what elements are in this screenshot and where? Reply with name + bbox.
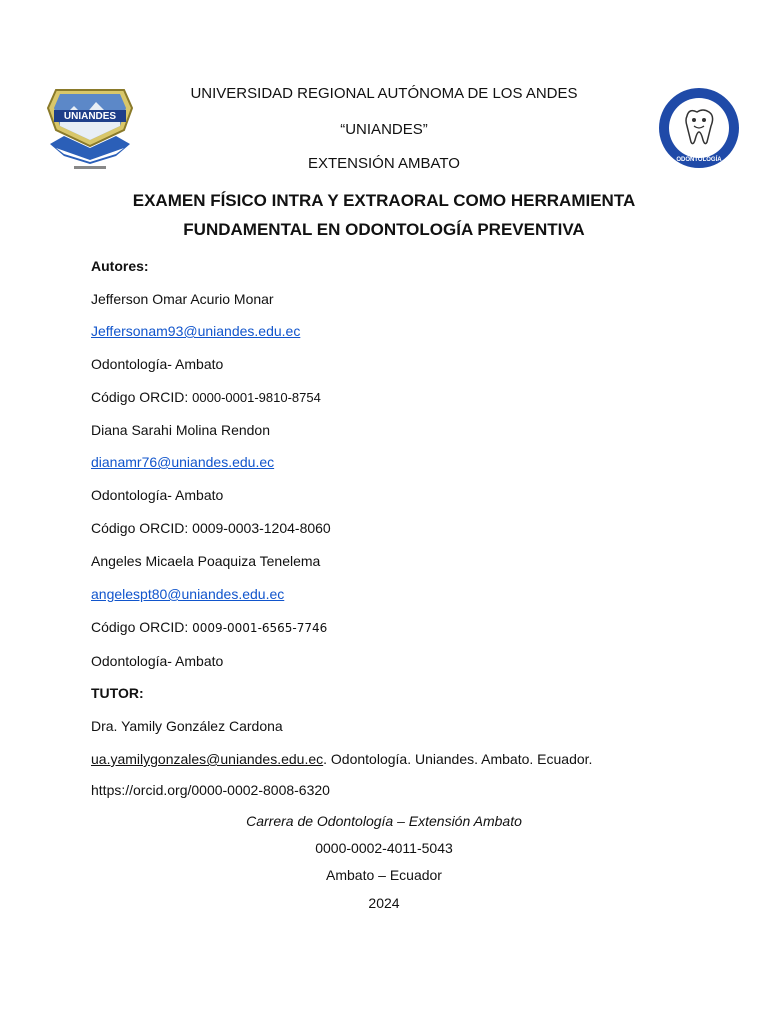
university-acronym: “UNIANDES” bbox=[340, 121, 428, 138]
orcid-label: Código ORCID: bbox=[91, 520, 189, 536]
footer-program: Carrera de Odontología – Extensión Ambato bbox=[246, 813, 522, 829]
author-2-orcid bbox=[91, 520, 331, 536]
author-2-program: Odontología- Ambato bbox=[91, 487, 224, 503]
tutor-affiliation: . Odontología. Uniandes. Ambato. Ecuador. bbox=[323, 751, 593, 767]
authors-label: Autores: bbox=[91, 258, 149, 274]
paper-title-line-2: FUNDAMENTAL EN ODONTOLOGÍA PREVENTIVA bbox=[183, 220, 585, 239]
author-1-email[interactable] bbox=[91, 323, 300, 339]
orcid-label: Código ORCID: bbox=[91, 389, 189, 405]
svg-text:UNIANDES: UNIANDES bbox=[63, 111, 117, 122]
author-3-name: Angeles Micaela Poaquiza Tenelema bbox=[91, 553, 321, 569]
author-3-email[interactable] bbox=[91, 586, 284, 602]
orcid-label: Código ORCID: bbox=[91, 619, 189, 635]
author-2-name: Diana Sarahi Molina Rendon bbox=[91, 422, 270, 438]
paper-title-line-1: EXAMEN FÍSICO INTRA Y EXTRAORAL COMO HERRAMIENTA bbox=[132, 191, 636, 210]
author-1-name: Jefferson Omar Acurio Monar bbox=[91, 291, 274, 307]
footer-location: Ambato – Ecuador bbox=[326, 867, 442, 883]
tutor-label: TUTOR: bbox=[91, 685, 144, 701]
footer-year: 2024 bbox=[368, 895, 400, 911]
author-1-email-link[interactable]: Jeffersonam93@uniandes.edu.ec bbox=[91, 323, 301, 339]
university-name: UNIVERSIDAD REGIONAL AUTÓNOMA DE LOS ANDES bbox=[190, 85, 578, 102]
svg-text:ODONTOLOGÍA: ODONTOLOGÍA bbox=[676, 157, 722, 163]
author-3-program: Odontología- Ambato bbox=[91, 653, 224, 669]
tutor-contact bbox=[91, 751, 592, 767]
author-2-email[interactable] bbox=[91, 454, 274, 470]
tutor-orcid-url: https://orcid.org/0000-0002-8008-6320 bbox=[91, 782, 330, 798]
author-1-program: Odontología- Ambato bbox=[91, 356, 224, 372]
author-1-orcid bbox=[91, 389, 321, 405]
orcid-value: 0000-0001-9810-8754 bbox=[192, 390, 321, 405]
orcid-value: 0009-0003-1204-8060 bbox=[192, 520, 331, 536]
author-3-email-link[interactable]: angelespt80@uniandes.edu.ec bbox=[91, 586, 285, 602]
footer-code: 0000-0002-4011-5043 bbox=[315, 840, 453, 856]
author-2-email-link[interactable]: dianamr76@uniandes.edu.ec bbox=[91, 454, 275, 470]
tutor-email-link[interactable]: ua.yamilygonzales@uniandes.edu.ec bbox=[91, 751, 324, 767]
orcid-value: 0009-0001-6565-7746 bbox=[192, 621, 328, 635]
tutor-name: Dra. Yamily González Cardona bbox=[91, 718, 283, 734]
campus-name: EXTENSIÓN AMBATO bbox=[308, 155, 460, 172]
author-3-orcid bbox=[91, 619, 327, 635]
